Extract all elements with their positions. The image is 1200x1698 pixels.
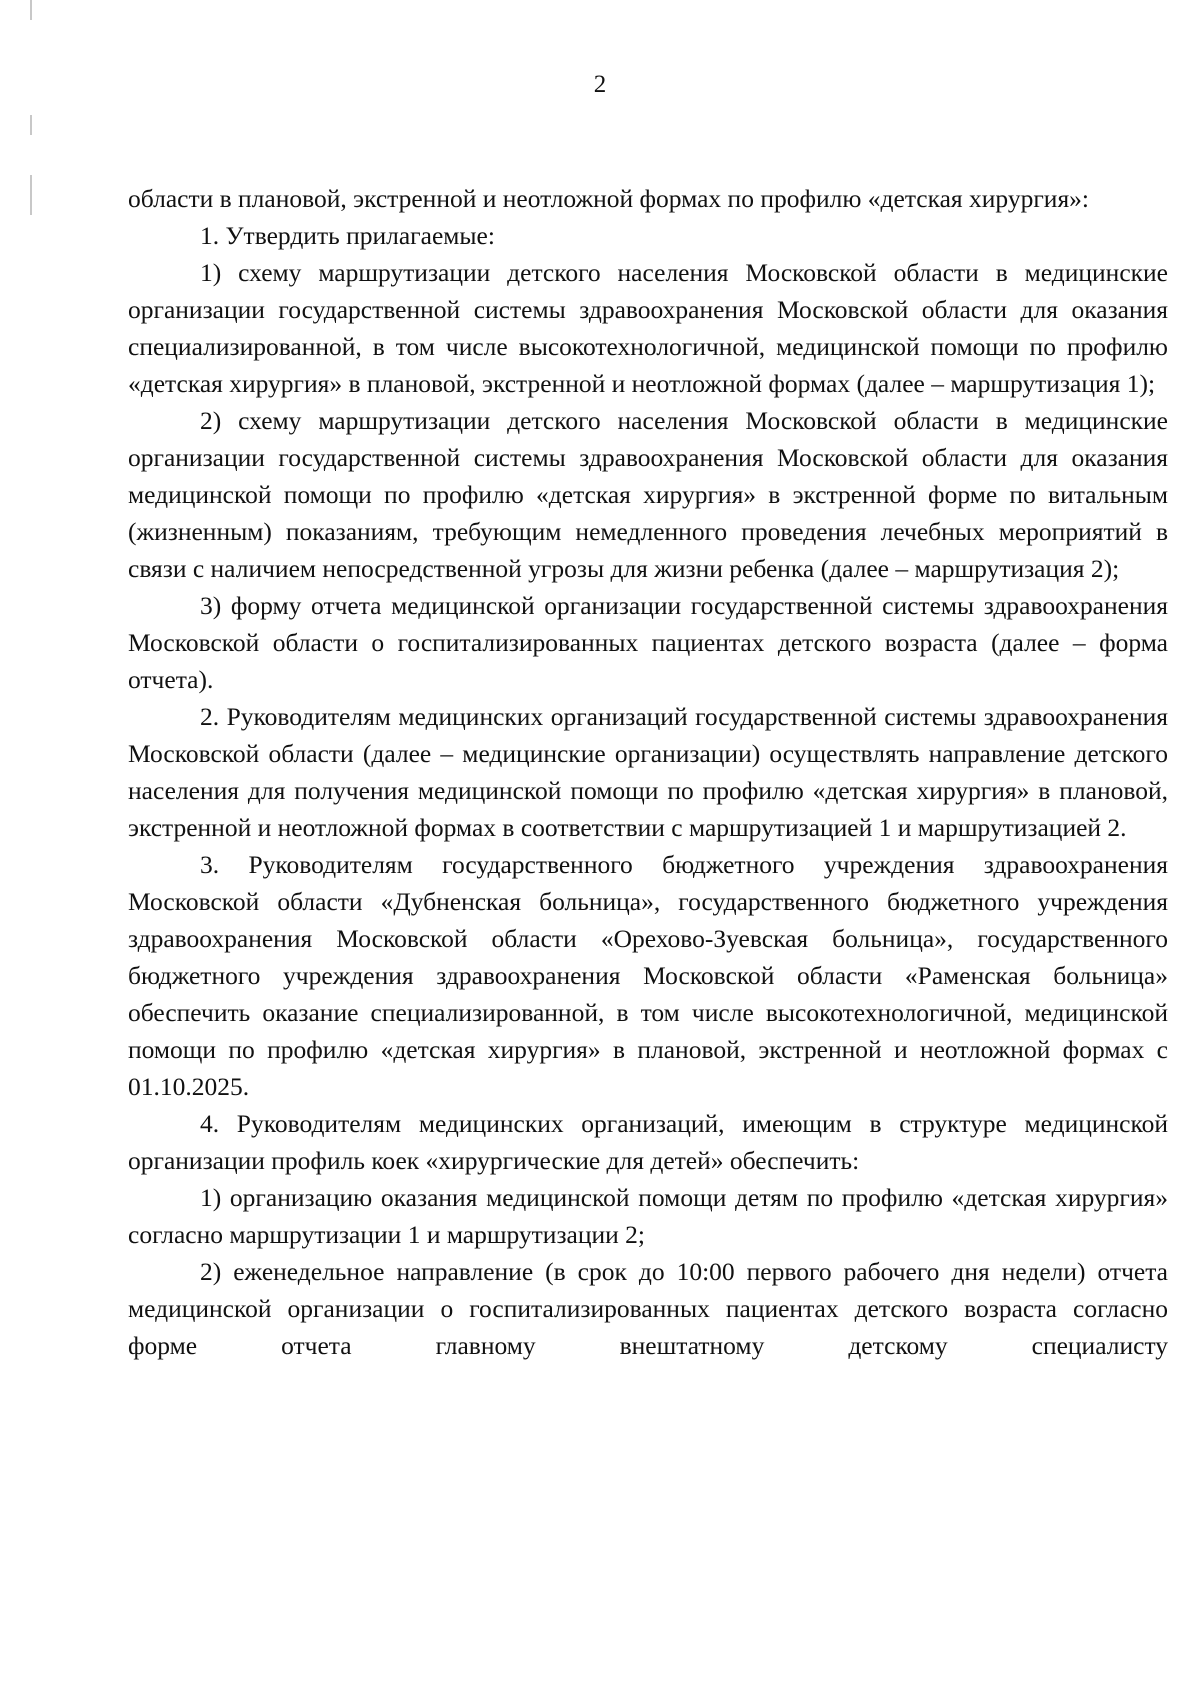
paragraph-item-4-1: 1) организацию оказания медицинской помощи детям по профилю «детская хирургия» согласно маршрутизации 1 и маршрутизации 2; (128, 1183, 1168, 1249)
paragraph-item-1-2: 2) схему маршрутизации детского населения Московской области в медицинские организации государственной системы здравоохранения Московской области для оказания медицинской помощи по профилю «детская хирургия» в экстренной форме по витальным (жизненным) показаниям, требующим немедленного проведения лечебных мероприятий в связи с наличием непосредственной угрозы для жизни ребенка (далее – маршрутизация 2); (128, 406, 1168, 583)
scan-edge-mark (30, 0, 32, 20)
document-body (128, 180, 1168, 1364)
paragraph-item-1-3: 3) форму отчета медицинской организации государственной системы здравоохранения Московской области о госпитализированных пациентах детского возраста (далее – форма отчета). (128, 591, 1168, 694)
paragraph-item-3: 3. Руководителям государственного бюджетного учреждения здравоохранения Московской области «Дубненская больница», государственного бюджетного учреждения здравоохранения Московской области «Орехово-Зуевская больница», государственного бюджетного учреждения здравоохранения Московской области «Раменская больница» обеспечить оказание специализированной, в том числе высокотехнологичной, медицинской помощи по профилю «детская хирургия» в плановой, экстренной и неотложной формах с 01.10.2025. (128, 850, 1168, 1101)
paragraph-item-2: 2. Руководителям медицинских организаций государственной системы здравоохранения Московской области (далее – медицинские организации) осуществлять направление детского населения для получения медицинской помощи по профилю «детская хирургия» в плановой, экстренной и неотложной формах в соответствии с маршрутизацией 1 и маршрутизацией 2. (128, 702, 1168, 842)
page-number: 2 (593, 71, 607, 98)
paragraph-intro: области в плановой, экстренной и неотложной формах по профилю «детская хирургия»: (128, 184, 1090, 213)
paragraph-item-1: 1. Утвердить прилагаемые: (200, 221, 495, 250)
paragraph-item-4-2: 2) еженедельное направление (в срок до 10:00 первого рабочего дня недели) отчета медицинской организации о госпитализированных пациентах детского возраста согласно форме отчета главному внештатному детскому специалисту (128, 1257, 1168, 1360)
scan-edge-mark (30, 115, 32, 135)
paragraph-item-1-1: 1) схему маршрутизации детского населения Московской области в медицинские организации государственной системы здравоохранения Московской области для оказания специализированной, в том числе высокотехнологичной, медицинской помощи по профилю «детская хирургия» в плановой, экстренной и неотложной формах (далее – маршрутизация 1); (128, 258, 1168, 398)
paragraph-item-4: 4. Руководителям медицинских организаций, имеющим в структуре медицинской организации профиль коек «хирургические для детей» обеспечить: (128, 1109, 1168, 1175)
scan-edge-mark (30, 175, 32, 215)
